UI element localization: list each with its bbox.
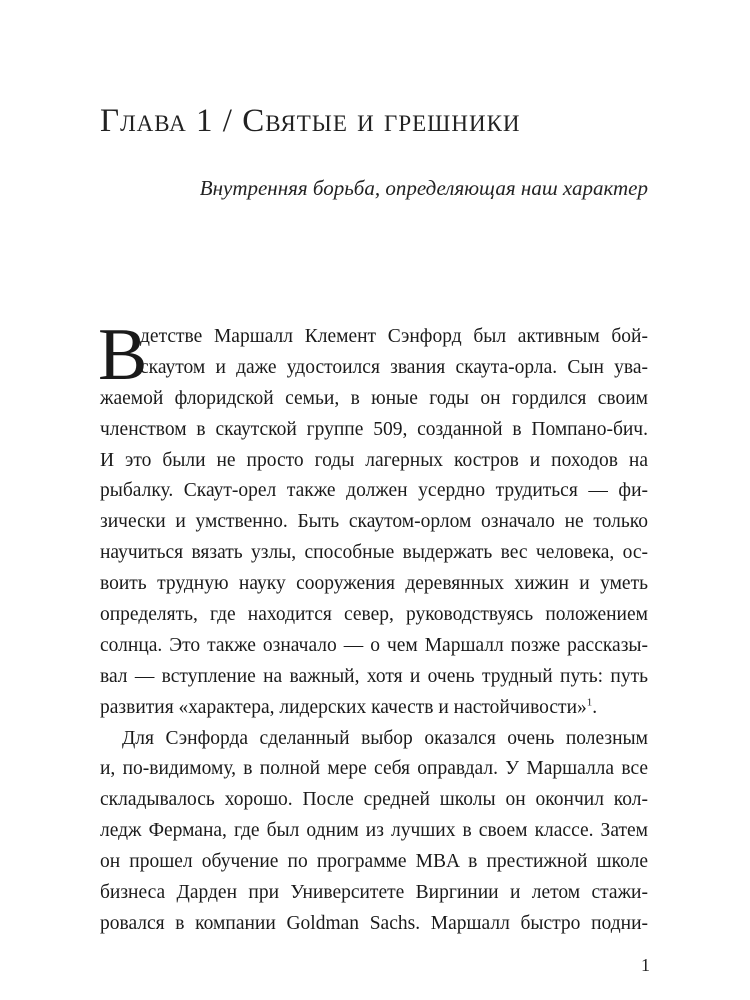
text-line: ледж Фермана, где был одним из лучших в своем классе. Затем	[100, 820, 648, 842]
text-line: вал — вступление на важный, хотя и очень трудный путь: путь	[100, 665, 648, 687]
footnote-reference[interactable]: 1	[586, 696, 593, 709]
text-line: ровался в компании Goldman Sachs. Маршалл быстро подни-	[100, 912, 648, 934]
drop-cap: В	[98, 314, 148, 396]
text-line: рыбалку. Скаут-орел также должен усердно трудиться — фи-	[100, 480, 648, 502]
text-line: солнца. Это также означало — о чем Маршалл позже рассказы-	[100, 634, 648, 656]
text-line: бизнеса Дарден при Университете Виргинии и летом стажи-	[100, 882, 648, 904]
chapter-subtitle: Внутренняя борьба, определяющая наш характер	[199, 176, 648, 200]
text-line: зически и умственно. Быть скаутом-орлом означало не только	[100, 511, 648, 533]
text-line: членством в скаутской группе 509, созданной в Помпано-бич.	[100, 418, 648, 440]
chapter-title: Глава 1 / Святые и грешники	[100, 103, 521, 139]
text-line: он прошел обучение по программе MBA в престижной школе	[100, 851, 648, 873]
text-line: определять, где находится север, руководствуясь положением	[100, 604, 648, 626]
text-line: жаемой флоридской семьи, в юные годы он гордился своим	[100, 387, 648, 409]
body-text	[98, 314, 648, 940]
text-line-paragraph-start: Для Сэнфорда сделанный выбор оказался очень полезным	[122, 727, 648, 749]
text-line: и, по-видимому, в полной мере себя оправдал. У Маршалла все	[100, 758, 648, 780]
page-number: 1	[641, 955, 650, 975]
text-line-paragraph-end: развития «характера, лидерских качеств и настойчивости»$^1$.	[100, 696, 598, 718]
text-line: научиться вязать узлы, способные выдержать вес человека, ос-	[100, 542, 648, 564]
text-line: скаутом и даже удостоился звания скаута-орла. Сын ува-	[140, 356, 648, 378]
text-line: складывалось хорошо. После средней школы он окончил кол-	[100, 789, 648, 811]
text-line: воить трудную науку сооружения деревянных хижин и уметь	[100, 573, 648, 595]
text-line: И это были не просто годы лагерных костров и походов на	[100, 449, 648, 471]
text-line-content: развития «характера, лидерских качеств и настойчивости»	[100, 696, 587, 718]
text-line: детстве Маршалл Клемент Сэнфорд был активным бой-	[140, 326, 648, 347]
